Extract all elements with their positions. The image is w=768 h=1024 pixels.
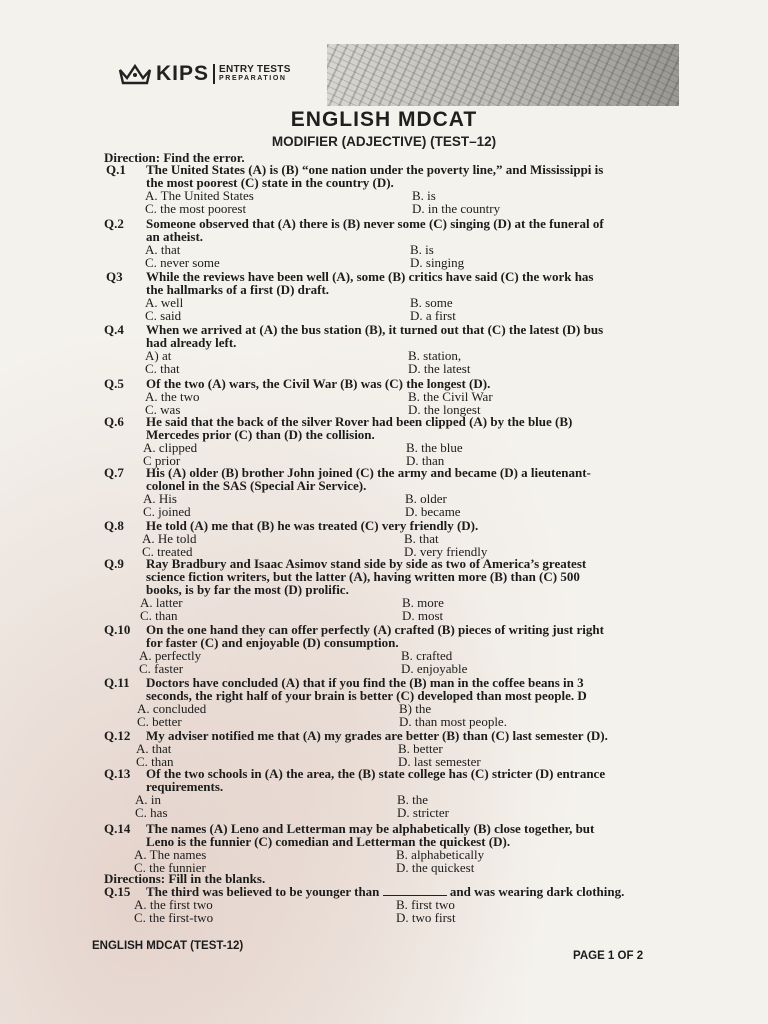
question-stem-line: Leno is the funnier (C) comedian and Letterman the quickest (D). <box>146 834 511 849</box>
question-stem-line: the hallmarks of a first (D) draft. <box>146 282 330 297</box>
option-d: D. the quickest <box>396 860 475 875</box>
option-c: C. faster <box>139 661 184 676</box>
option-b: B. the blue <box>406 440 463 455</box>
option-c: C. said <box>145 308 182 323</box>
option-c: C. treated <box>142 544 193 559</box>
option-c: C. has <box>135 805 168 820</box>
option-d: D. last semester <box>398 754 481 769</box>
option-d: D. than <box>406 453 445 468</box>
page-subtitle: MODIFIER (ADJECTIVE) (TEST–12) <box>271 134 497 149</box>
question-stem-line: Of the two (A) wars, the Civil War (B) was (C) the longest (D). <box>146 376 491 391</box>
option-d: D. enjoyable <box>401 661 468 676</box>
option-d: D. stricter <box>397 805 449 820</box>
option-a: A. the first two <box>134 897 213 912</box>
question-stem-line: requirements. <box>146 779 224 794</box>
brand-sub-line2: PREPARATION <box>219 75 287 82</box>
question-stem-line: He told (A) me that (B) he was treated (C) very friendly (D). <box>146 518 479 533</box>
option-d: D. two first <box>396 910 456 925</box>
question-number: Q.10 <box>104 622 131 637</box>
option-a: A. concluded <box>137 701 207 716</box>
option-a: A. The names <box>134 847 207 862</box>
option-a: A. that <box>136 741 172 756</box>
direction-find-error: Direction: Find the error. <box>104 150 245 165</box>
option-c: C. than <box>136 754 174 769</box>
question-stem-line: books, is by far the most (D) prolific. <box>146 582 349 597</box>
brand-subtitle <box>219 65 291 83</box>
option-c: C. was <box>145 402 181 417</box>
option-a: A. His <box>143 491 177 506</box>
option-b: B. the <box>397 792 429 807</box>
question-stem-line: Ray Bradbury and Isaac Asimov stand side by side as two of America’s greatest <box>146 556 587 571</box>
question-stem-line: The names (A) Leno and Letterman may be alphabetically (B) close together, but <box>146 821 595 836</box>
question-number: Q.12 <box>104 728 131 743</box>
question-stem-line: for faster (C) and enjoyable (D) consumption. <box>146 635 399 650</box>
option-b: B. better <box>398 741 443 756</box>
option-b: B. some <box>410 295 453 310</box>
option-d: D. most <box>402 608 444 623</box>
header-decorative-image <box>327 44 679 106</box>
option-a: A. clipped <box>143 440 198 455</box>
footer-test-name: ENGLISH MDCAT (TEST-12) <box>92 940 244 952</box>
question-number: Q.8 <box>104 518 124 533</box>
answer-blank <box>383 885 447 896</box>
option-a: A. in <box>135 792 161 807</box>
question-number: Q.13 <box>104 766 131 781</box>
option-c: C. never some <box>145 255 220 270</box>
option-c: C. the funnier <box>134 860 206 875</box>
option-c: C. better <box>137 714 182 729</box>
option-b: B. is <box>410 242 434 257</box>
option-c: C. than <box>140 608 178 623</box>
option-c: C. the first-two <box>134 910 214 925</box>
footer-page-number: PAGE 1 OF 2 <box>573 950 644 962</box>
option-b: B) the <box>399 701 432 716</box>
option-c: C. joined <box>143 504 191 519</box>
option-a: A. that <box>145 242 181 257</box>
option-d: D. than most people. <box>399 714 507 729</box>
option-a: A) at <box>145 348 172 363</box>
direction-fill-blanks: Directions: Fill in the blanks. <box>104 871 266 886</box>
question-number: Q3 <box>106 269 123 284</box>
option-a: A. He told <box>142 531 197 546</box>
stem-after-blank: and was wearing dark clothing. <box>449 884 625 899</box>
question-stem-line: My adviser notified me that (A) my grades are better (B) than (C) last semester (D). <box>146 728 608 743</box>
question-stem-line: The United States (A) is (B) “one nation under the poverty line,” and Mississippi is <box>146 162 604 177</box>
page-title: ENGLISH MDCAT <box>290 108 478 131</box>
question-stem-line: While the reviews have been well (A), some (B) critics have said (C) the work has <box>146 269 594 284</box>
option-a: A. the two <box>145 389 200 404</box>
option-a: A. latter <box>140 595 183 610</box>
question-stem-line: His (A) older (B) brother John joined (C) the army and became (D) a lieutenant- <box>146 465 591 480</box>
question-number: Q.4 <box>104 322 124 337</box>
option-d: D. the latest <box>408 361 471 376</box>
question-number: Q.15 <box>104 884 131 899</box>
question-number: Q.1 <box>106 162 126 177</box>
question-stem-line: He said that the back of the silver Rover had been clipped (A) by the blue (B) <box>146 414 573 429</box>
logo-divider <box>213 64 215 84</box>
question-number: Q.2 <box>104 216 124 231</box>
brand-sub-line1: ENTRY TESTS <box>219 64 291 75</box>
question-stem-line: Doctors have concluded (A) that if you find the (B) man in the coffee beans in 3 <box>146 675 584 690</box>
question-stem-line: seconds, the right half of your brain is better (C) developed than most people. D <box>146 688 587 703</box>
option-b: B. that <box>404 531 439 546</box>
option-c: C. the most poorest <box>145 201 247 216</box>
option-b: B. crafted <box>401 648 453 663</box>
question-stem-line: colonel in the SAS (Special Air Service). <box>146 478 367 493</box>
option-d: D. in the country <box>412 201 501 216</box>
question-stem-line: had already left. <box>146 335 237 350</box>
question-stem-line: the most poorest (C) state in the country (D). <box>146 175 394 190</box>
stem-before-blank: The third was believed to be younger than <box>146 884 380 899</box>
question-number: Q.6 <box>104 414 124 429</box>
question-number: Q.9 <box>104 556 124 571</box>
question-number: Q.14 <box>104 821 131 836</box>
option-b: B. alphabetically <box>396 847 485 862</box>
option-d: D. became <box>405 504 461 519</box>
option-c: C. that <box>145 361 180 376</box>
option-a: A. The United States <box>145 188 254 203</box>
brand-name: KIPS <box>156 62 210 85</box>
option-b: B. older <box>405 491 447 506</box>
kips-logo <box>118 60 291 88</box>
option-b: B. first two <box>396 897 455 912</box>
question-stem-line: When we arrived at (A) the bus station (B), it turned out that (C) the latest (D) bus <box>146 322 604 337</box>
option-b: B. more <box>402 595 444 610</box>
option-b: B. the Civil War <box>408 389 493 404</box>
question-number: Q.7 <box>104 465 124 480</box>
option-d: D. a first <box>410 308 456 323</box>
option-d: D. very friendly <box>404 544 488 559</box>
option-a: A. well <box>145 295 184 310</box>
question-stem-line: On the one hand they can offer perfectly (A) crafted (B) pieces of writing just right <box>146 622 604 637</box>
question-stem-line: Mercedes prior (C) than (D) the collision. <box>146 427 375 442</box>
option-d: D. singing <box>410 255 465 270</box>
question-stem-line: Someone observed that (A) there is (B) never some (C) singing (D) at the funeral of <box>146 216 604 231</box>
option-c: C prior <box>143 453 181 468</box>
crown-icon <box>118 62 152 86</box>
question-stem-line: an atheist. <box>146 229 204 244</box>
question-number: Q.5 <box>104 376 124 391</box>
question-number: Q.11 <box>104 675 130 690</box>
question-stem-line: Of the two schools in (A) the area, the (B) state college has (C) stricter (D) entrance <box>146 766 606 781</box>
option-a: A. perfectly <box>139 648 202 663</box>
option-d: D. the longest <box>408 402 481 417</box>
option-b: B. is <box>412 188 436 203</box>
option-b: B. station, <box>408 348 462 363</box>
question-stem-line: science fiction writers, but the latter (A), having written more (B) than (C) 500 <box>146 569 580 584</box>
